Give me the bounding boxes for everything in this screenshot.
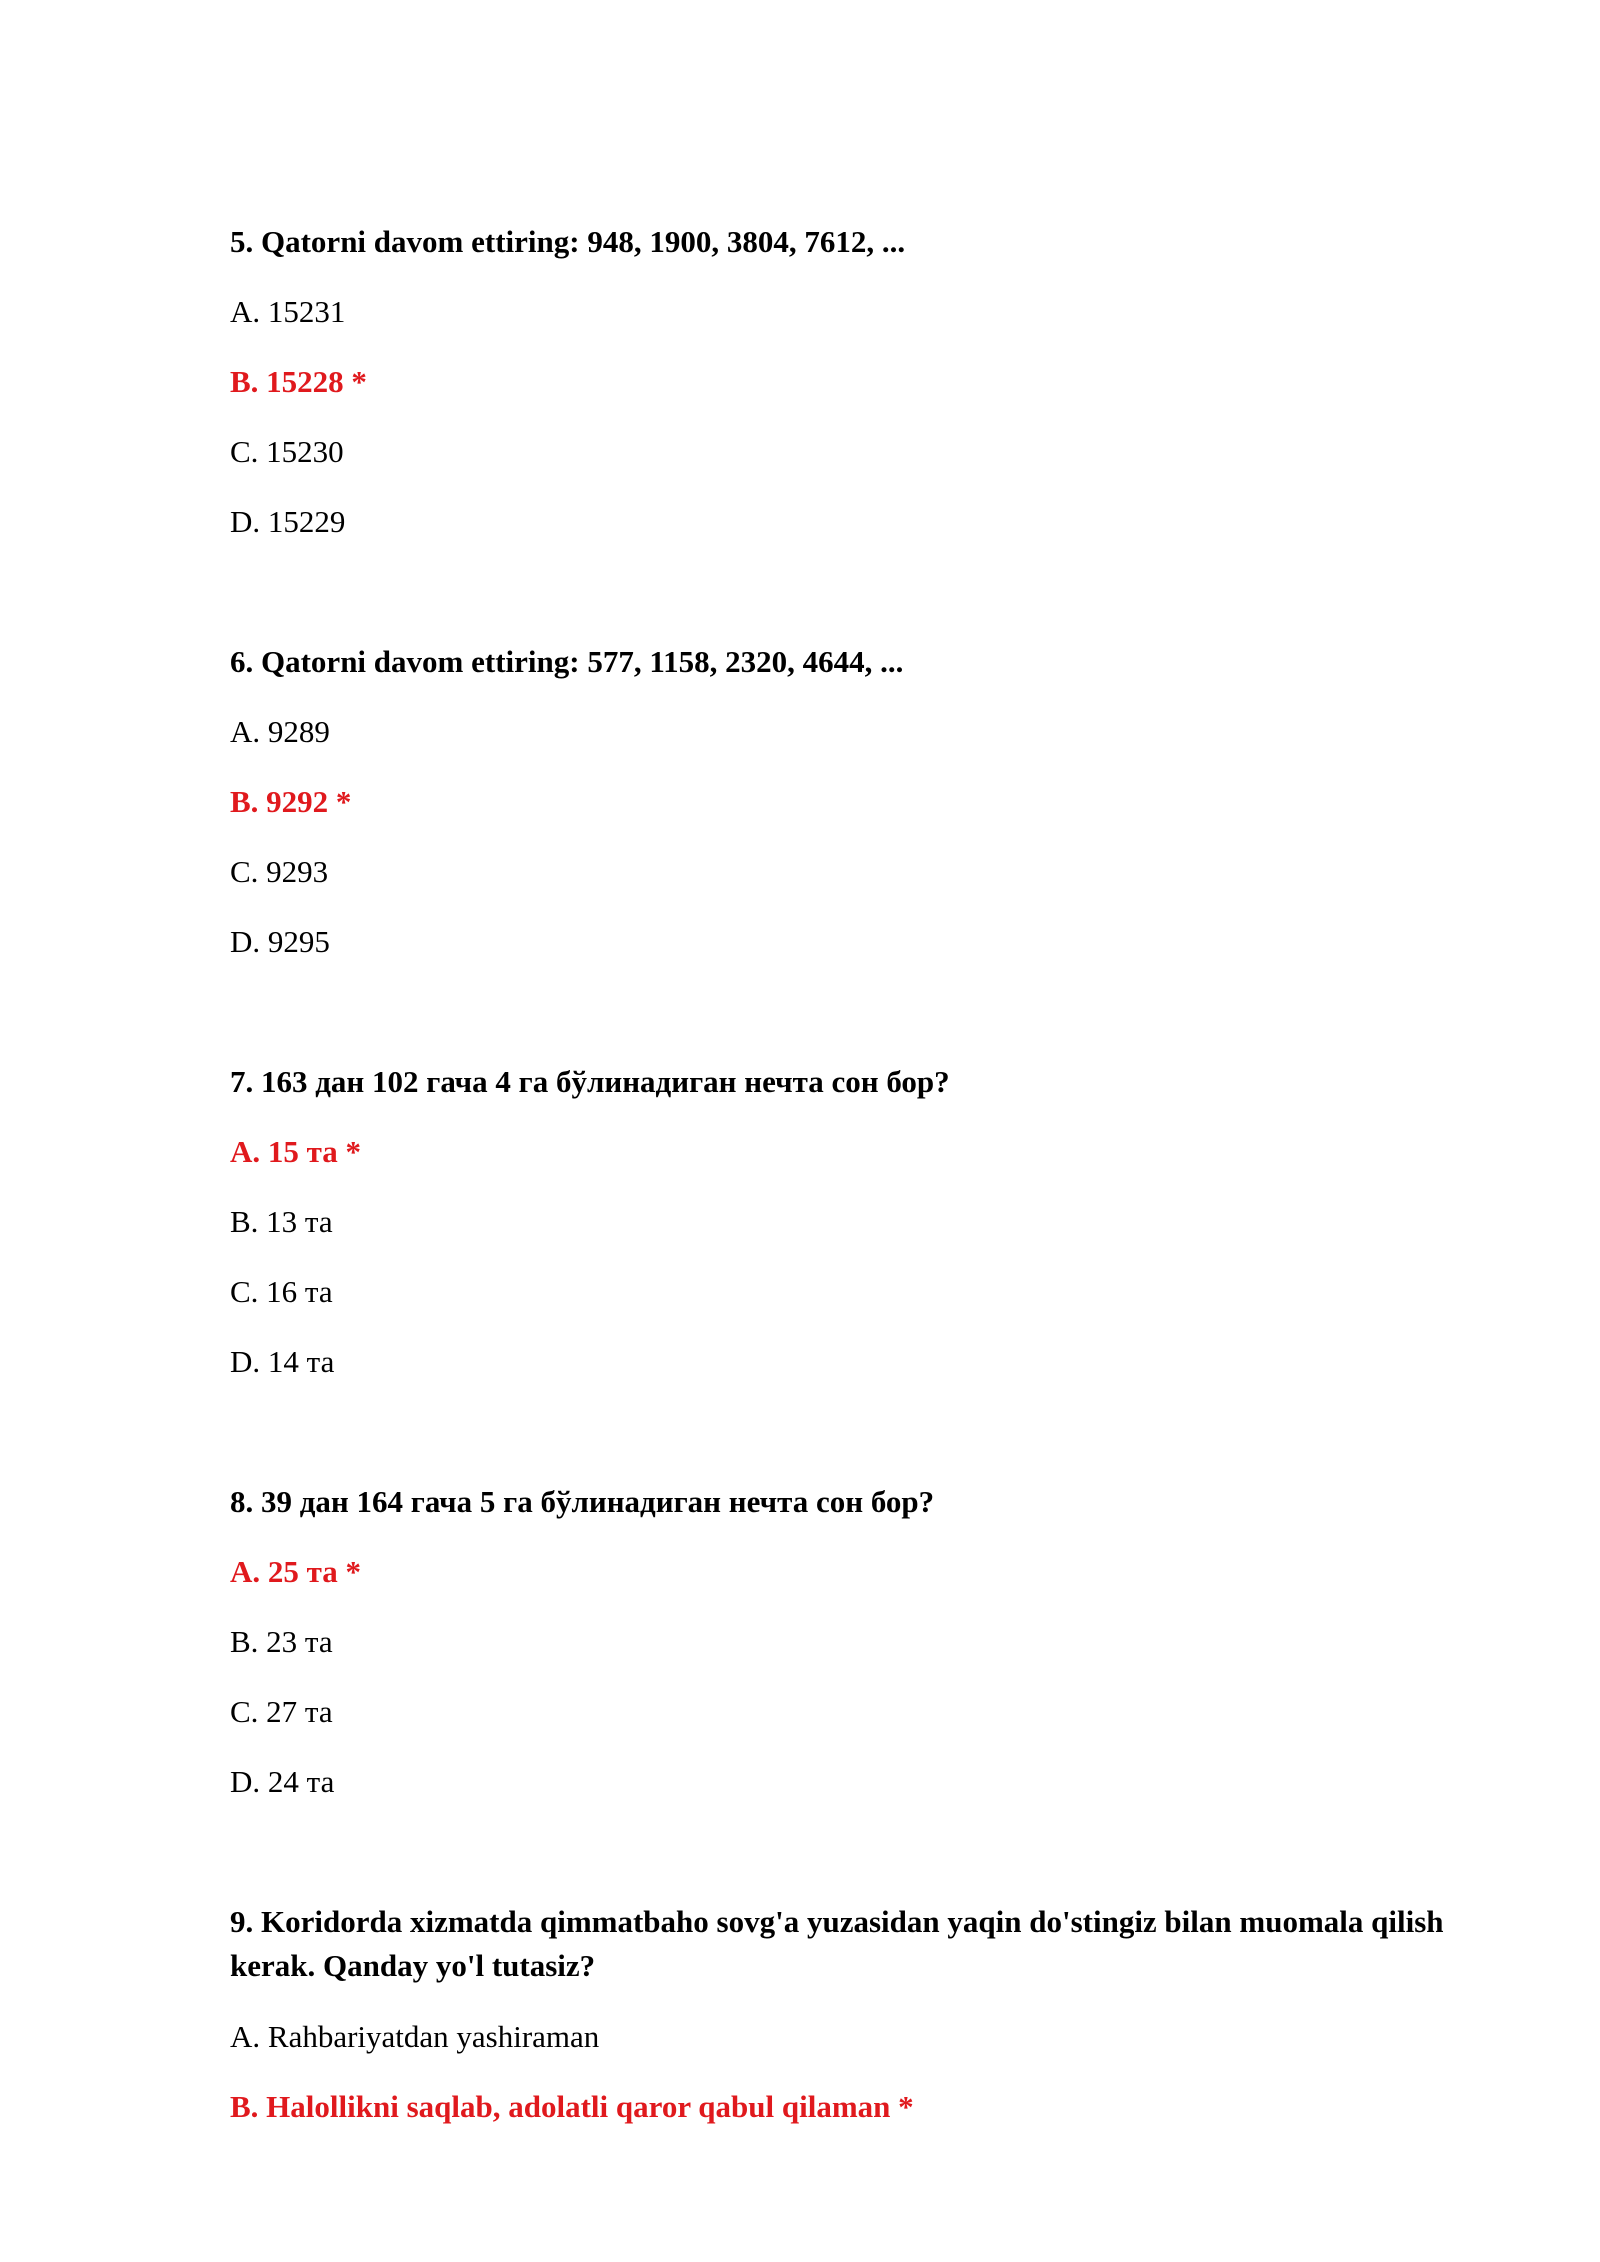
question-7: 7. 163 дан 102 гача 4 га бўлинадиган нечта сон бор?	[230, 1064, 950, 1099]
q6-option-d: D. 9295	[230, 924, 330, 959]
q7-option-c: C. 16 та	[230, 1274, 333, 1309]
question-5: 5. Qatorni davom ettiring: 948, 1900, 3804, 7612, ...	[230, 224, 906, 259]
question-9: 9. Koridorda xizmatda qimmatbaho sovg'a yuzasidan yaqin do'stingiz bilan muomala qilish kerak. Qanday yo'l tutasiz?	[230, 1904, 1444, 1983]
q5-option-b-correct: B. 15228 *	[230, 364, 367, 399]
q5-option-d: D. 15229	[230, 504, 346, 539]
q8-option-b: B. 23 та	[230, 1624, 333, 1659]
q8-option-a-correct: A. 25 та *	[230, 1554, 361, 1589]
q7-option-b: B. 13 та	[230, 1204, 333, 1239]
q8-option-c: C. 27 та	[230, 1694, 333, 1729]
q7-option-a-correct: A. 15 та *	[230, 1134, 361, 1169]
q7-option-d: D. 14 та	[230, 1344, 335, 1379]
q9-option-a: A. Rahbariyatdan yashiraman	[230, 2019, 600, 2054]
q6-option-c: C. 9293	[230, 854, 329, 889]
q6-option-a: A. 9289	[230, 714, 330, 749]
q5-option-a: A. 15231	[230, 294, 346, 329]
q8-option-d: D. 24 та	[230, 1764, 335, 1799]
q9-option-b-correct: B. Halollikni saqlab, adolatli qaror qabul qilaman *	[230, 2089, 914, 2124]
q5-option-c: C. 15230	[230, 434, 344, 469]
q6-option-b-correct: B. 9292 *	[230, 784, 352, 819]
question-6: 6. Qatorni davom ettiring: 577, 1158, 2320, 4644, ...	[230, 644, 904, 679]
question-8: 8. 39 дан 164 гача 5 га бўлинадиган нечта сон бор?	[230, 1484, 935, 1519]
